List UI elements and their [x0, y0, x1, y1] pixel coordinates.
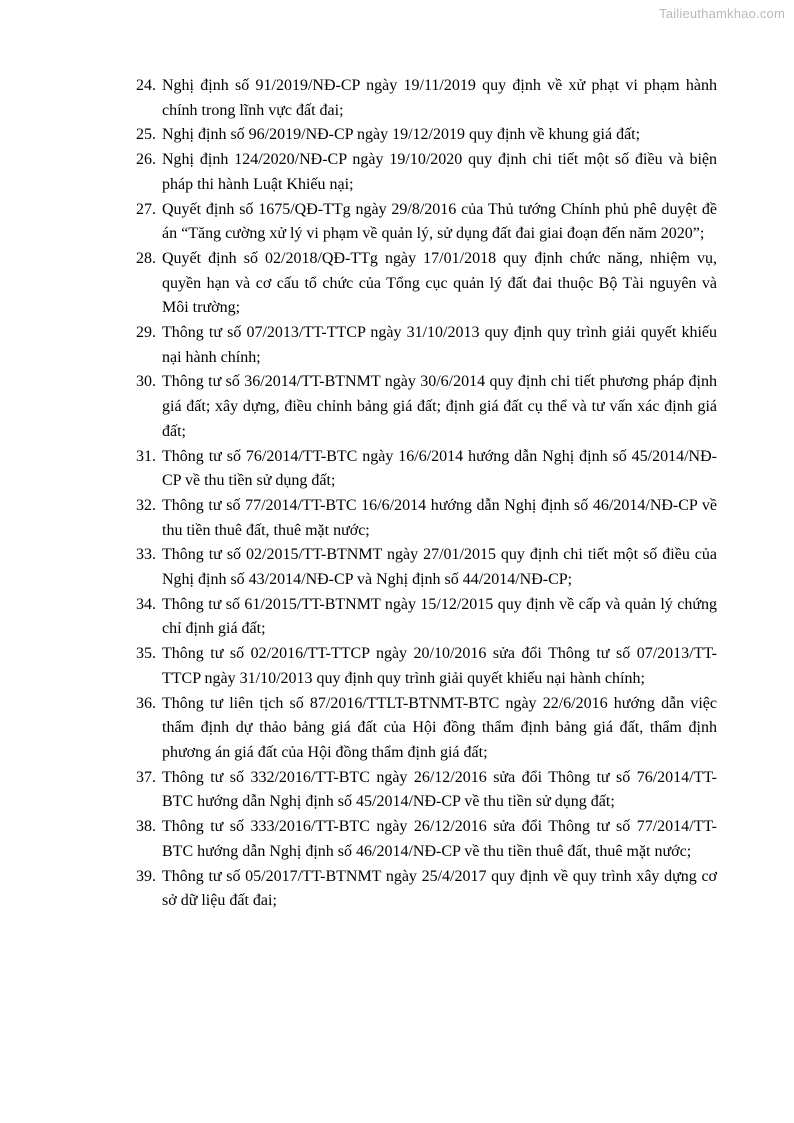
reference-number: 26. — [136, 151, 156, 169]
reference-text: Thông tư liên tịch số 87/2016/TTLT-BTNMT-BTC ngày 22/6/2016 hướng dẫn việc thẩm định dự thảo bảng giá đất của Hội đồng thẩm định bảng giá đất, thẩm định phương án giá đất của Hội đồng thẩm định giá đất; — [162, 694, 717, 761]
reference-list — [0, 74, 794, 914]
reference-number: 29. — [136, 324, 156, 342]
reference-number: 28. — [136, 249, 156, 267]
reference-text: Nghị định số 96/2019/NĐ-CP ngày 19/12/2019 quy định về khung giá đất; — [162, 126, 641, 144]
watermark-text: Tailieuthamkhao.com — [659, 6, 785, 21]
reference-number: 37. — [136, 768, 156, 786]
reference-item — [0, 692, 717, 766]
reference-number: 31. — [136, 447, 156, 465]
reference-number: 27. — [136, 200, 156, 218]
reference-item — [0, 321, 717, 370]
reference-item — [0, 865, 717, 914]
reference-number: 32. — [136, 496, 156, 514]
reference-number: 36. — [136, 694, 156, 712]
reference-number: 34. — [136, 595, 156, 613]
reference-item — [0, 74, 717, 123]
reference-number: 33. — [136, 546, 156, 564]
reference-item — [0, 815, 717, 864]
reference-number: 24. — [136, 77, 156, 94]
reference-item — [0, 247, 717, 321]
reference-text: Thông tư số 02/2016/TT-TTCP ngày 20/10/2016 sửa đổi Thông tư số 07/2013/TT-TTCP ngày 31/10/2013 quy định quy trình giải quyết khiếu nại hành chính; — [162, 645, 717, 687]
reference-item — [0, 123, 717, 148]
reference-text: Thông tư số 61/2015/TT-BTNMT ngày 15/12/2015 quy định về cấp và quản lý chứng chỉ định giá đất; — [162, 595, 717, 638]
reference-text: Thông tư số 76/2014/TT-BTC ngày 16/6/2014 hướng dẫn Nghị định số 45/2014/NĐ-CP về thu tiền sử dụng đất; — [162, 447, 717, 490]
reference-text: Nghị định số 91/2019/NĐ-CP ngày 19/11/2019 quy định về xử phạt vi phạm hành chính trong lĩnh vực đất đai; — [162, 77, 717, 119]
reference-text: Thông tư số 05/2017/TT-BTNMT ngày 25/4/2017 quy định về quy trình xây dựng cơ sở dữ liệu đất đai; — [162, 867, 717, 910]
reference-text: Thông tư số 02/2015/TT-BTNMT ngày 27/01/2015 quy định chi tiết một số điều của Nghị định số 43/2014/NĐ-CP và Nghị định số 44/2014/NĐ-CP; — [162, 546, 717, 589]
reference-item — [0, 642, 717, 691]
reference-text: Nghị định 124/2020/NĐ-CP ngày 19/10/2020 quy định chi tiết một số điều và biện pháp thi hành Luật Khiếu nại; — [162, 151, 717, 193]
reference-item — [0, 445, 717, 494]
reference-number: 25. — [136, 126, 156, 144]
reference-item — [0, 766, 717, 815]
reference-item — [0, 198, 717, 247]
reference-item — [0, 370, 717, 444]
reference-text: Thông tư số 333/2016/TT-BTC ngày 26/12/2016 sửa đổi Thông tư số 77/2014/TT-BTC hướng dẫn Nghị định số 46/2014/NĐ-CP về thu tiền thuê đất, thuê mặt nước; — [162, 818, 717, 860]
reference-item — [0, 593, 717, 642]
reference-text: Quyết định số 1675/QĐ-TTg ngày 29/8/2016 của Thủ tướng Chính phủ phê duyệt đề án “Tăng cường xử lý vi phạm về quản lý, sử dụng đất đai giai đoạn đến năm 2020”; — [162, 200, 717, 243]
reference-number: 30. — [136, 373, 156, 391]
reference-item — [0, 148, 717, 197]
reference-number: 38. — [136, 818, 156, 836]
reference-text: Thông tư số 36/2014/TT-BTNMT ngày 30/6/2014 quy định chi tiết phương pháp định giá đất; xây dựng, điều chỉnh bảng giá đất; định giá đất cụ thể và tư vấn xác định giá đất; — [162, 373, 717, 440]
reference-number: 35. — [136, 645, 156, 663]
reference-text: Quyết định số 02/2018/QĐ-TTg ngày 17/01/2018 quy định chức năng, nhiệm vụ, quyền hạn và cơ cấu tổ chức của Tổng cục quản lý đất đai thuộc Bộ Tài nguyên và Môi trường; — [162, 249, 717, 317]
reference-number: 39. — [136, 867, 156, 885]
reference-text: Thông tư số 77/2014/TT-BTC 16/6/2014 hướng dẫn Nghị định số 46/2014/NĐ-CP về thu tiền thuê đất, thuê mặt nước; — [162, 496, 717, 539]
reference-text: Thông tư số 332/2016/TT-BTC ngày 26/12/2016 sửa đổi Thông tư số 76/2014/TT-BTC hướng dẫn Nghị định số 45/2014/NĐ-CP về thu tiền sử dụng đất; — [162, 768, 717, 811]
reference-text: Thông tư số 07/2013/TT-TTCP ngày 31/10/2013 quy định quy trình giải quyết khiếu nại hành chính; — [162, 324, 717, 366]
reference-item — [0, 494, 717, 543]
reference-item — [0, 543, 717, 592]
